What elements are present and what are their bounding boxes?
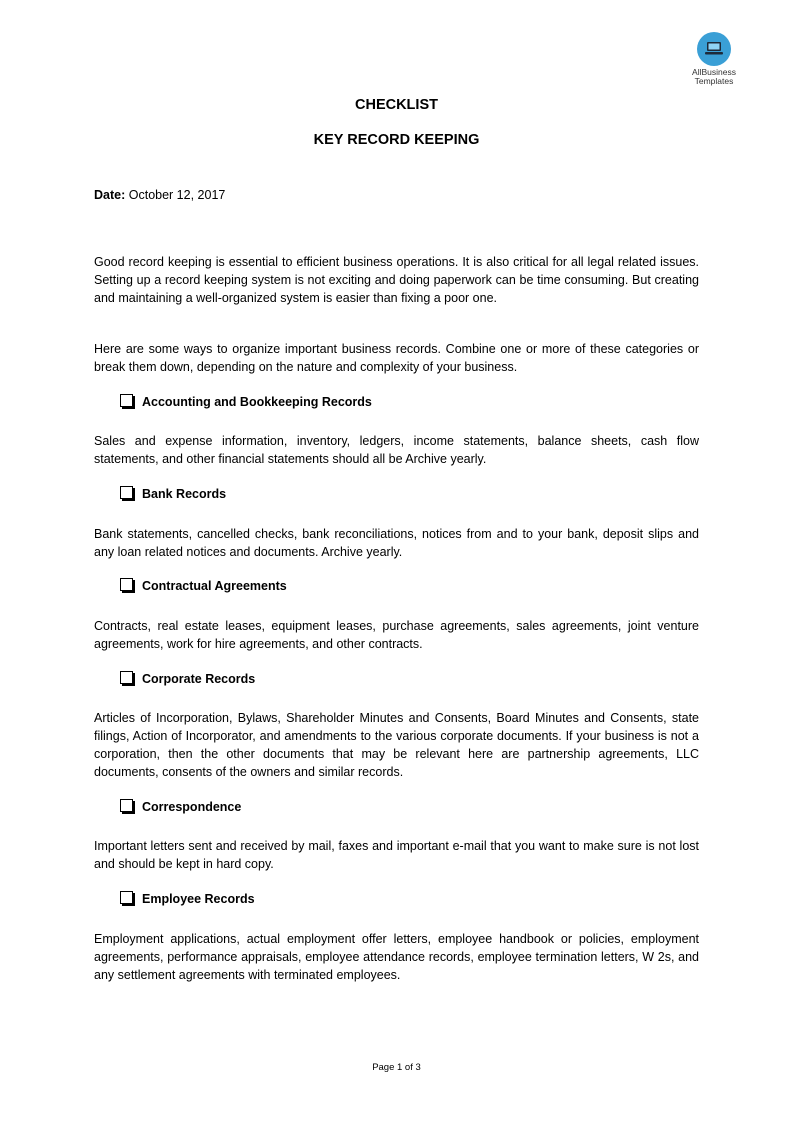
section-heading-corporate [120,672,255,686]
date-label: Date [94,188,122,202]
checkbox-icon[interactable] [120,799,133,812]
checkbox-icon[interactable] [120,394,133,407]
section-heading-label: Corporate Records [142,672,256,686]
section-heading-accounting [120,395,372,409]
section-heading-correspondence [120,800,241,814]
section-body-contractual: Contracts, real estate leases, equipment leases, purchase agreements, sales agreements, joint venture agreements, work for hire agreements, and other contracts. [94,619,699,651]
section-heading-label: Accounting and Bookkeeping Records [142,395,372,409]
logo-text-line1: AllBusiness [692,67,736,77]
section-heading-employee [120,892,255,906]
allbusiness-logo [680,32,748,86]
section-heading-bank [120,487,226,501]
checkbox-icon[interactable] [120,486,133,499]
section-body-corporate: Articles of Incorporation, Bylaws, Shareholder Minutes and Consents, Board Minutes and Consents, state filings, Action of Incorporator, and amendments to the various corporate documents. If your business is not a corporation, then the other documents that may be relevant here are partnership agreements, LLC documents, consents of the owners and similar records. [94,711,699,779]
checkbox-icon[interactable] [120,891,133,904]
section-heading-label: Correspondence [142,800,242,814]
document-subtitle: KEY RECORD KEEPING [313,132,480,148]
logo-text-line2: Templates [694,76,734,86]
laptop-icon [697,32,731,66]
page-footer: Page 1 of 3 [372,1062,421,1073]
section-heading-label: Employee Records [142,892,255,906]
date-value: October 12, 2017 [128,188,226,202]
checkbox-icon[interactable] [120,671,133,684]
section-body-accounting: Sales and expense information, inventory, ledgers, income statements, balance sheets, cash flow statements, and other financial statements should all be Archive yearly. [94,434,699,466]
intro-paragraph-1: Good record keeping is essential to efficient business operations. It is also critical for all legal related issues. Setting up a record keeping system is not exciting and doing paperwork can be time consuming. But creating and maintaining a well-organized system is easier than fixing a poor one. [94,255,699,305]
section-body-employee: Employment applications, actual employment offer letters, employee handbook or policies, employment agreements, performance appraisals, employee attendance records, employee termination letters, W 2s, and any settlement agreements with terminated employees. [94,932,699,982]
document-title: CHECKLIST [355,97,438,113]
intro-paragraph-2: Here are some ways to organize important business records. Combine one or more of these categories or break them down, depending on the nature and complexity of your business. [94,342,699,374]
checkbox-icon[interactable] [120,578,133,591]
section-body-correspondence: Important letters sent and received by mail, faxes and important e-mail that you want to make sure is not lost and should be kept in hard copy. [94,839,699,871]
section-heading-label: Contractual Agreements [142,579,287,593]
section-heading-contractual [120,579,287,593]
section-body-bank: Bank statements, cancelled checks, bank reconciliations, notices from and to your bank, deposit slips and any loan related notices and documents. Archive yearly. [94,527,699,559]
date-line: Date: October 12, 2017 [94,188,226,202]
section-heading-label: Bank Records [142,487,227,501]
